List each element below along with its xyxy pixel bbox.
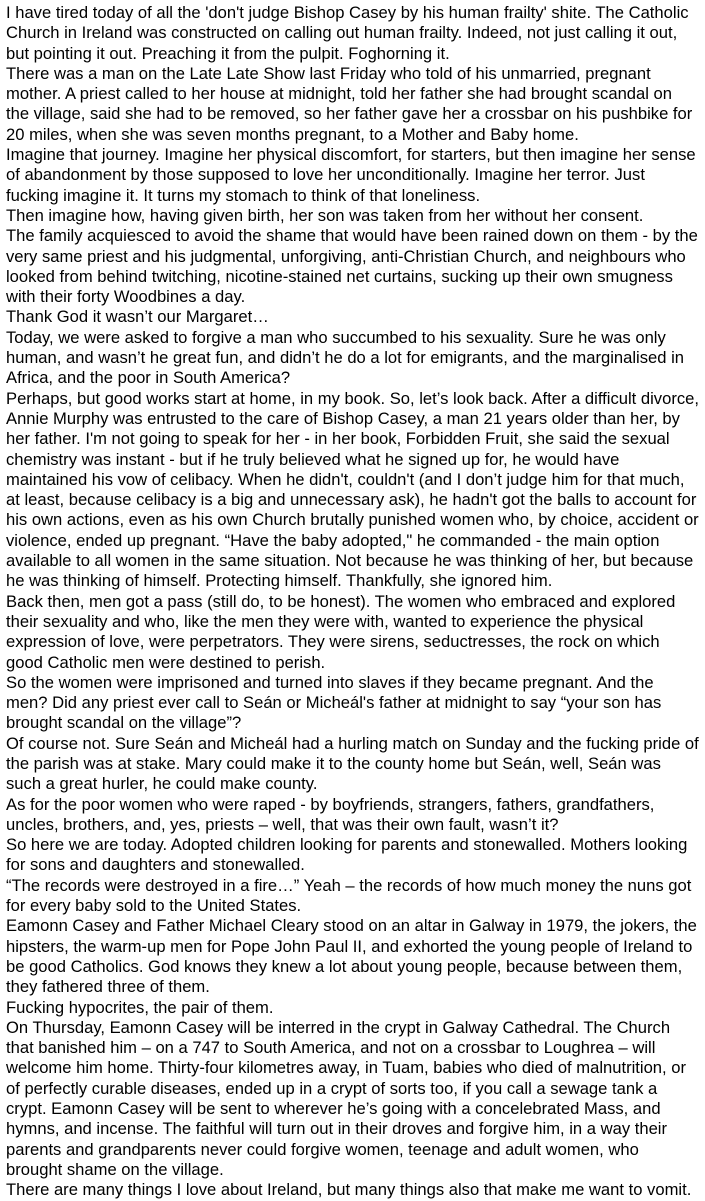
paragraph: Perhaps, but good works start at home, in my book. So, let’s look back. After a difficult divorce, Annie Murphy was entrusted to the care of Bishop Casey, a man 21 years older than her, by her father. I'm not going to speak for her - in her book, Forbidden Fruit, she said the sexual chemistry was instant - but if he truly believed what he signed up for, he would have maintained his vow of celibacy. When he didn't, couldn't (and I don’t judge him for that much, at least, because celibacy is a big and unnecessary ask), he hadn't got the balls to account for his own actions, even as his own Church brutally punished women who, by choice, accident or violence, ended up pregnant. “Have the baby adopted," he commanded - the main option available to all women in the same situation. Not because he was thinking of her, but because he was thinking of himself. Protecting himself. Thankfully, she ignored him.	[6, 388, 699, 591]
paragraph: Imagine that journey. Imagine her physical discomfort, for starters, but then imagine her sense of abandonment by those supposed to love her unconditionally. Imagine her terror. Just fucking imagine it. It turns my stomach to think of that loneliness.	[6, 145, 696, 205]
paragraph: Back then, men got a pass (still do, to be honest). The women who embraced and explored their sexuality and who, like the men they were with, wanted to experience the physical expression of love, were perpetrators. They were sirens, seductresses, the rock on which good Catholic men were destined to perish.	[6, 591, 676, 672]
paragraph: I have tired today of all the 'don't judge Bishop Casey by his human frailty' shite. The Catholic Church in Ireland was constructed on calling out human frailty. Indeed, not just calling it out, but pointing it out. Preaching it from the pulpit. Foghorning it.	[6, 3, 689, 63]
paragraph: So here we are today. Adopted children looking for parents and stonewalled. Mothers looking for sons and daughters and stonewalled.	[6, 835, 688, 875]
paragraph: Then imagine how, having given birth, her son was taken from her without her consent.	[6, 205, 644, 225]
paragraph: Thank God it wasn’t our Margaret…	[6, 307, 269, 327]
paragraph: Eamonn Casey and Father Michael Cleary stood on an altar in Galway in 1979, the jokers, the hipsters, the warm-up men for Pope John Paul II, and exhorted the young people of Ireland to be good Catholics. God knows they knew a lot about young people, because between them, they fathered three of them.	[6, 916, 697, 997]
paragraph: Today, we were asked to forgive a man who succumbed to his sexuality. Sure he was only human, and wasn’t he great fun, and didn’t he do a lot for emigrants, and the marginalised in Africa, and the poor in South America?	[6, 327, 685, 388]
paragraph: There are many things I love about Ireland, but many things also that make me want to vomit.	[6, 1180, 692, 1200]
paragraph: So the women were imprisoned and turned into slaves if they became pregnant. And the men? Did any priest ever call to Seán or Micheál's father at midnight to say “your son has brought scandal on the village”?	[6, 672, 662, 733]
paragraph: “The records were destroyed in a fire…” Yeah – the records of how much money the nuns got for every baby sold to the United States.	[6, 875, 692, 916]
paragraph: There was a man on the Late Late Show last Friday who told of his unmarried, pregnant mother. A priest called to her house at midnight, told her father she had brought scandal on the village, said she had to be removed, so her father gave her a crossbar on his pushbike for 20 miles, when she was seven months pregnant, to a Mother and Baby home.	[6, 63, 693, 144]
paragraph: As for the poor women who were raped - by boyfriends, strangers, fathers, grandfathers, uncles, brothers, and, yes, priests – well, that was their own fault, wasn’t it?	[6, 794, 655, 834]
paragraph: On Thursday, Eamonn Casey will be interred in the crypt in Galway Cathedral. The Church that banished him – on a 747 to South America, and not on a crossbar to Loughrea – will welcome him home. Thirty-four kilometres away, in Tuam, babies who died of malnutrition, or of perfectly curable diseases, ended up in a crypt of sorts too, if you call a sewage tank a crypt. Eamonn Casey will be sent to wherever he’s going with a concelebrated Mass, and hymns, and incense. The faithful will turn out in their droves and forgive him, in a way their parents and grandparents never could forgive women, teenage and adult women, who brought shame on the village.	[6, 1017, 687, 1179]
paragraph: The family acquiesced to avoid the shame that would have been rained down on them - by the very same priest and his judgmental, unforgiving, anti-Christian Church, and neighbours who looked from behind twitching, nicotine-stained net curtains, sucking up their own smugness with their forty Woodbines a day.	[6, 226, 698, 307]
paragraph: Of course not. Sure Seán and Micheál had a hurling match on Sunday and the fucking pride of the parish was at stake. Mary could make it to the county home but Seán, well, Seán was such a great hurler, he could make county.	[6, 733, 699, 794]
paragraph: Fucking hypocrites, the pair of them.	[6, 997, 274, 1017]
